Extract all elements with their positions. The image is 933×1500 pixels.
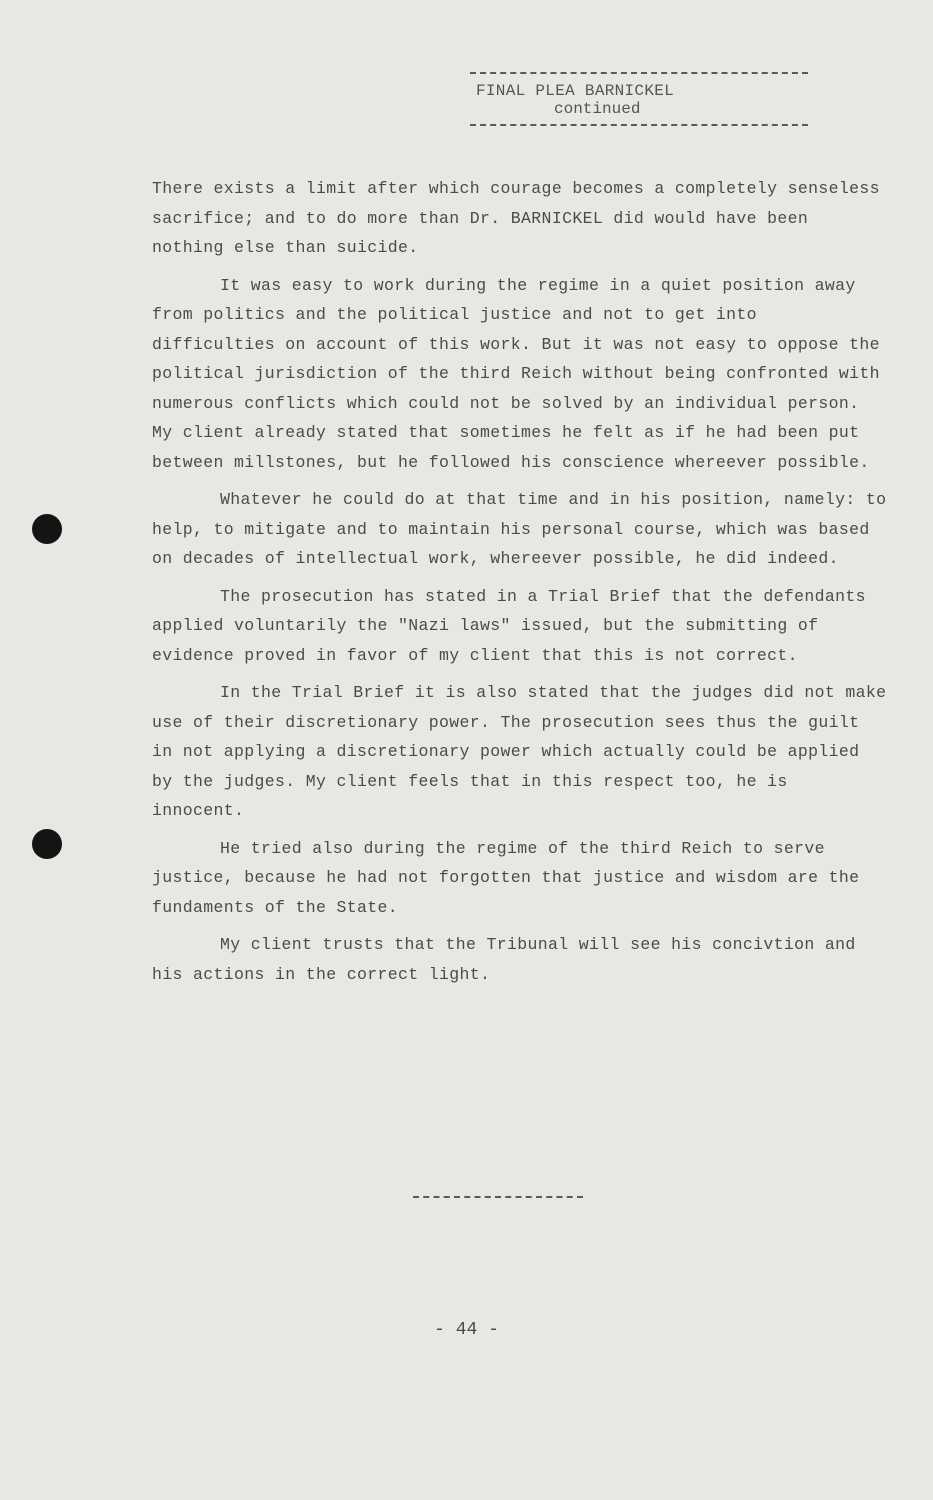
paragraph: He tried also during the regime of the third Reich to serve justice, because he had not forgotten that justice and wisdom are the fundaments of the State.	[152, 838, 870, 917]
paragraph: My client trusts that the Tribunal will see his concivtion and his actions in the correct light.	[152, 935, 866, 984]
paragraph: In the Trial Brief it is also stated that the judges did not make use of their discretionary power. The prosecution sees thus the guilt in not applying a discretionary power which actually could be applied by the judges. My client feels that in this respect too, he is innocent.	[152, 683, 897, 820]
punch-hole-bottom	[32, 829, 62, 859]
document-body	[152, 174, 897, 997]
punch-hole-top	[32, 514, 62, 544]
header-subtitle: continued	[554, 100, 641, 118]
paragraph: There exists a limit after which courage becomes a completely senseless sacrifice; and to do more than Dr. BARNICKEL did would have been nothing else than suicide.	[152, 179, 891, 257]
end-of-text-rule	[413, 1196, 583, 1198]
paragraph: It was easy to work during the regime in a quiet position away from politics and the political justice and not to get into difficulties on account of this work. But it was not easy to oppose the political jurisdiction of the third Reich without being confronted with numerous conflicts which could not be solved by an individual person. My client already stated that sometimes he felt as if he had been put between millstones, but he followed his conscience whereever possible.	[152, 275, 891, 472]
paragraph: Whatever he could do at that time and in his position, namely: to help, to mitigate and to maintain his personal course, which was based on decades of intellectual work, whereever possible, he did indeed.	[152, 490, 897, 568]
page-number: - 44 -	[434, 1320, 499, 1340]
header-top-rule	[470, 72, 808, 74]
paragraph: The prosecution has stated in a Trial Brief that the defendants applied voluntarily the "Nazi laws" issued, but the submitting of evidence proved in favor of my client that this is not correct.	[152, 586, 877, 665]
header-bottom-rule	[470, 124, 808, 126]
document-header	[470, 72, 808, 126]
header-title: FINAL PLEA BARNICKEL	[476, 82, 675, 100]
